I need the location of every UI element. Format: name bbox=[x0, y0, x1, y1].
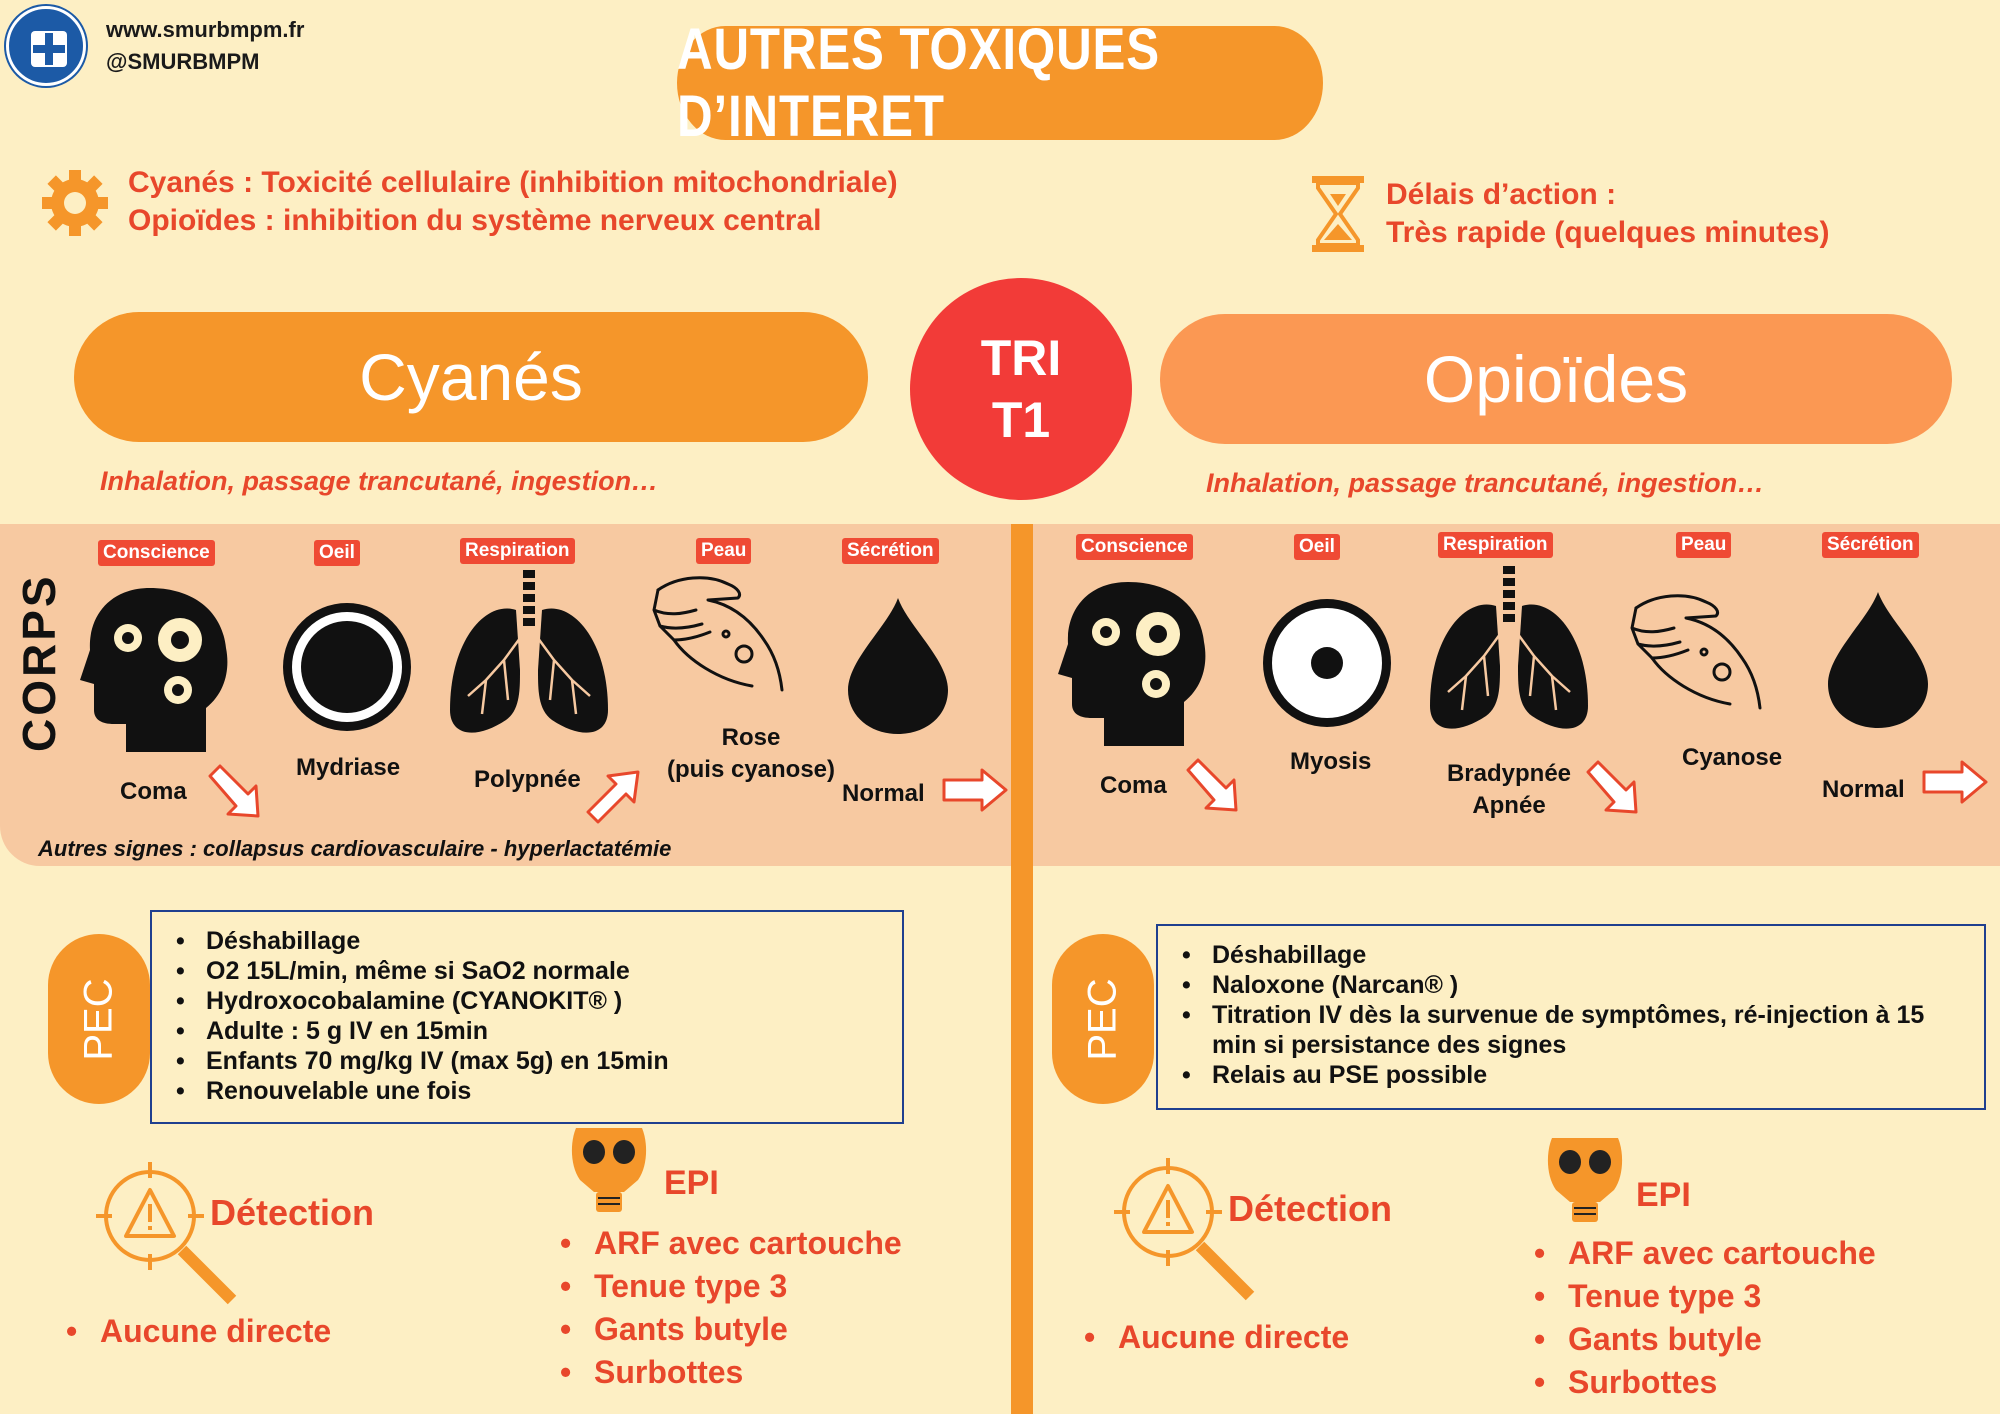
detection-title: Détection bbox=[210, 1192, 375, 1233]
site-info bbox=[106, 14, 304, 78]
list-item: • Relais au PSE possible bbox=[1178, 1060, 1964, 1090]
opioides-route: Inhalation, passage trancutané, ingestion… bbox=[1206, 468, 1765, 498]
cyanes-route: Inhalation, passage trancutané, ingestion… bbox=[100, 466, 659, 496]
list-item: • Aucune directe bbox=[1082, 1316, 1349, 1359]
arrow-down-icon bbox=[1584, 758, 1654, 818]
list-item: • Renouvelable une fois bbox=[172, 1076, 882, 1106]
delay-label: Délais d’action : bbox=[1386, 178, 1617, 211]
sign-peau-line1: Rose bbox=[721, 724, 781, 751]
list-item: • Adulte : 5 g IV en 15min bbox=[172, 1016, 882, 1046]
list-item: • Hydroxocobalamine (CYANOKIT® ) bbox=[172, 986, 882, 1016]
sign-oeil: Mydriase bbox=[296, 754, 401, 781]
mechanism-opioides: Opioïdes : inhibition du système nerveux central bbox=[128, 204, 822, 237]
drop-icon bbox=[844, 596, 952, 736]
epi-list bbox=[558, 1222, 902, 1394]
triage-badge bbox=[910, 278, 1132, 500]
arrow-right-icon bbox=[942, 766, 1010, 814]
list-item: • Gants butyle bbox=[1532, 1318, 1876, 1361]
opioides-pec-box bbox=[1156, 924, 1986, 1110]
hand-icon bbox=[648, 570, 794, 710]
list-item: • Titration IV dès la survenue de symptômes, ré-injection à 15 min si persistance des signes bbox=[1178, 1000, 1964, 1060]
sign-conscience: Coma bbox=[1100, 772, 1167, 799]
head-gears-icon bbox=[1058, 578, 1208, 748]
lungs-icon bbox=[1426, 566, 1592, 738]
smurbmpm-logo bbox=[6, 6, 86, 86]
hourglass-icon bbox=[1310, 174, 1366, 254]
pupil-icon bbox=[1260, 596, 1394, 730]
tag-respiration: Respiration bbox=[460, 538, 575, 564]
pec-label bbox=[48, 934, 150, 1104]
opioides-title: Opioïdes bbox=[1160, 314, 1952, 444]
tag-conscience: Conscience bbox=[98, 540, 215, 566]
hand-icon bbox=[1626, 588, 1772, 728]
lungs-icon bbox=[446, 570, 612, 742]
detection-list bbox=[64, 1310, 331, 1353]
list-item: • ARF avec cartouche bbox=[558, 1222, 902, 1265]
delay-text bbox=[1386, 176, 1829, 252]
cyanes-title: Cyanés bbox=[74, 312, 868, 442]
pupil-icon bbox=[280, 600, 414, 734]
tag-conscience: Conscience bbox=[1076, 534, 1193, 560]
gas-mask-icon bbox=[1544, 1132, 1626, 1230]
list-item: • Surbottes bbox=[558, 1351, 902, 1394]
tag-oeil: Oeil bbox=[314, 540, 360, 566]
column-divider bbox=[1011, 524, 1033, 1414]
epi-title: EPI bbox=[1636, 1176, 1691, 1214]
list-item: • Tenue type 3 bbox=[1532, 1275, 1876, 1318]
tag-peau: Peau bbox=[696, 538, 751, 564]
social-handle: @SMURBMPM bbox=[106, 49, 260, 74]
list-item: • Déshabillage bbox=[1178, 940, 1964, 970]
gas-mask-icon bbox=[568, 1122, 650, 1220]
sign-respiration bbox=[1436, 758, 1582, 822]
triage-label: TRI bbox=[980, 330, 1062, 386]
sign-respiration-line2: Apnée bbox=[1472, 792, 1546, 819]
epi-list bbox=[1532, 1232, 1876, 1404]
pec-label-text: PEC bbox=[76, 977, 121, 1061]
mechanism-text bbox=[128, 164, 898, 240]
list-item: • Aucune directe bbox=[64, 1310, 331, 1353]
head-gears-icon bbox=[80, 584, 230, 754]
gear-icon bbox=[40, 168, 110, 238]
list-item: • Déshabillage bbox=[172, 926, 882, 956]
sign-conscience: Coma bbox=[120, 778, 187, 805]
arrow-up-icon bbox=[582, 766, 644, 828]
website-link[interactable]: www.smurbmpm.fr bbox=[106, 17, 305, 42]
sign-respiration-line1: Bradypnée bbox=[1446, 760, 1572, 787]
triage-level: T1 bbox=[991, 392, 1051, 448]
pec-label-text: PEC bbox=[1080, 977, 1125, 1061]
list-item: • Gants butyle bbox=[558, 1308, 902, 1351]
tag-peau: Peau bbox=[1676, 532, 1731, 558]
sign-peau: Cyanose bbox=[1682, 744, 1783, 771]
tag-respiration: Respiration bbox=[1438, 532, 1553, 558]
sign-peau bbox=[666, 722, 836, 786]
sign-respiration: Polypnée bbox=[474, 766, 581, 793]
detection-title: Détection bbox=[1228, 1188, 1393, 1229]
tag-oeil: Oeil bbox=[1294, 534, 1340, 560]
sign-peau-line2: (puis cyanose) bbox=[666, 756, 836, 783]
epi-title: EPI bbox=[664, 1164, 719, 1202]
list-item: • Enfants 70 mg/kg IV (max 5g) en 15min bbox=[172, 1046, 882, 1076]
mechanism-cyanes: Cyanés : Toxicité cellulaire (inhibition mitochondriale) bbox=[128, 166, 898, 199]
sign-oeil: Myosis bbox=[1290, 748, 1372, 775]
arrow-down-icon bbox=[1184, 756, 1254, 816]
sign-secretion: Normal bbox=[1822, 776, 1905, 803]
other-signs: Autres signes : collapsus cardiovasculaire - hyperlactatémie bbox=[38, 836, 672, 861]
list-item: • ARF avec cartouche bbox=[1532, 1232, 1876, 1275]
list-item: • Tenue type 3 bbox=[558, 1265, 902, 1308]
list-item: • Naloxone (Narcan® ) bbox=[1178, 970, 1964, 1000]
tag-secretion: Sécrétion bbox=[842, 538, 939, 564]
list-item: • Surbottes bbox=[1532, 1361, 1876, 1404]
arrow-right-icon bbox=[1922, 758, 1990, 806]
cyanes-pec-box bbox=[150, 910, 904, 1124]
drop-icon bbox=[1824, 590, 1932, 730]
list-item: • O2 15L/min, même si SaO2 normale bbox=[172, 956, 882, 986]
detection-list bbox=[1082, 1316, 1349, 1359]
page-title: AUTRES TOXIQUES D’INTERET bbox=[677, 26, 1323, 140]
sign-secretion: Normal bbox=[842, 780, 925, 807]
tag-secretion: Sécrétion bbox=[1822, 532, 1919, 558]
delay-value: Très rapide (quelques minutes) bbox=[1386, 216, 1830, 249]
pec-label bbox=[1052, 934, 1154, 1104]
arrow-down-icon bbox=[206, 762, 276, 822]
corps-label: CORPS bbox=[13, 573, 65, 752]
